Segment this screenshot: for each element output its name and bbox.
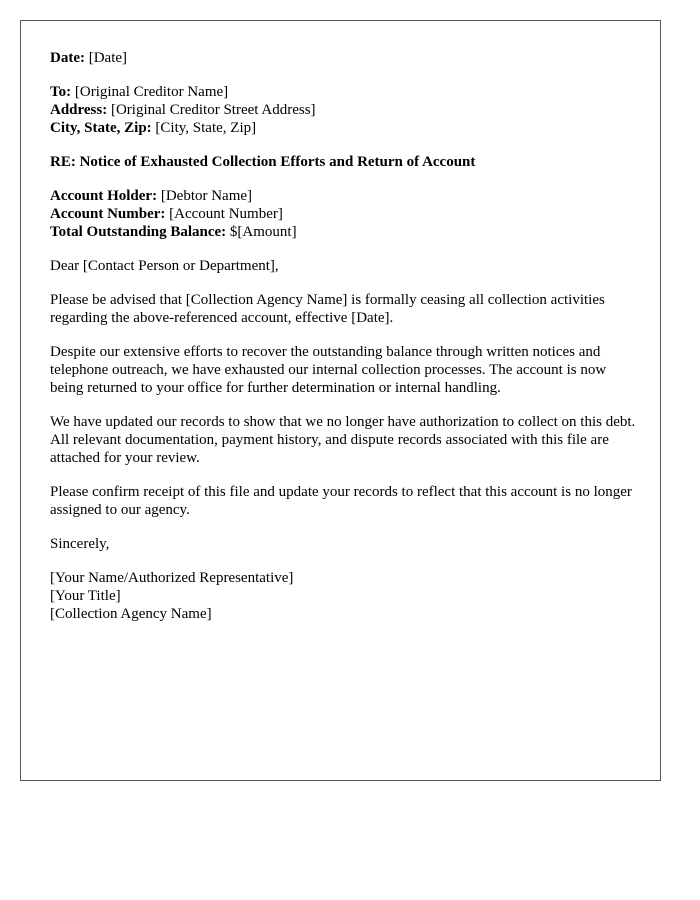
city-value: [City, State, Zip] — [155, 120, 257, 136]
address-value: [Original Creditor Street Address] — [110, 102, 316, 118]
body-paragraph: Despite our extensive efforts to recover the outstanding balance through written notices and telephone outreach, we have exhausted our internal collection processes. The account is now being returned to your office for further determination or internal handling. — [50, 344, 607, 396]
signature-agency: [Collection Agency Name] — [50, 606, 212, 622]
balance-label: Total Outstanding Balance: — [50, 224, 227, 240]
account-block — [50, 187, 636, 241]
subject-text: RE: Notice of Exhausted Collection Efforts and Return of Account — [50, 154, 476, 170]
recipient-block — [50, 83, 636, 137]
date-line — [50, 49, 636, 67]
number-label: Account Number: — [50, 206, 166, 222]
date-value: [Date] — [88, 50, 128, 66]
closing: Sincerely, — [50, 536, 110, 552]
to-label: To: — [50, 84, 72, 100]
date-label: Date: — [50, 50, 85, 66]
signature-title: [Your Title] — [50, 588, 121, 604]
letter-page — [20, 20, 661, 781]
city-label: City, State, Zip: — [50, 120, 152, 136]
to-value: [Original Creditor Name] — [74, 84, 229, 100]
signature-name: [Your Name/Authorized Representative] — [50, 570, 294, 586]
balance-value: $[Amount] — [229, 224, 297, 240]
number-value: [Account Number] — [169, 206, 283, 222]
letter-content — [50, 49, 636, 639]
subject-line — [50, 153, 636, 171]
salutation: Dear [Contact Person or Department], — [50, 258, 279, 274]
signature-block — [50, 569, 636, 623]
body-paragraph: We have updated our records to show that we no longer have authorization to collect on this debt. All relevant documentation, payment history, and dispute records associated with this file are attached for your review. — [50, 414, 636, 466]
holder-label: Account Holder: — [50, 188, 158, 204]
address-label: Address: — [50, 102, 108, 118]
body-paragraph: Please confirm receipt of this file and update your records to reflect that this account is no longer assigned to our agency. — [50, 484, 632, 518]
body-paragraph: Please be advised that [Collection Agency Name] is formally ceasing all collection activities regarding the above-referenced account, effective [Date]. — [50, 292, 605, 326]
holder-value: [Debtor Name] — [160, 188, 253, 204]
